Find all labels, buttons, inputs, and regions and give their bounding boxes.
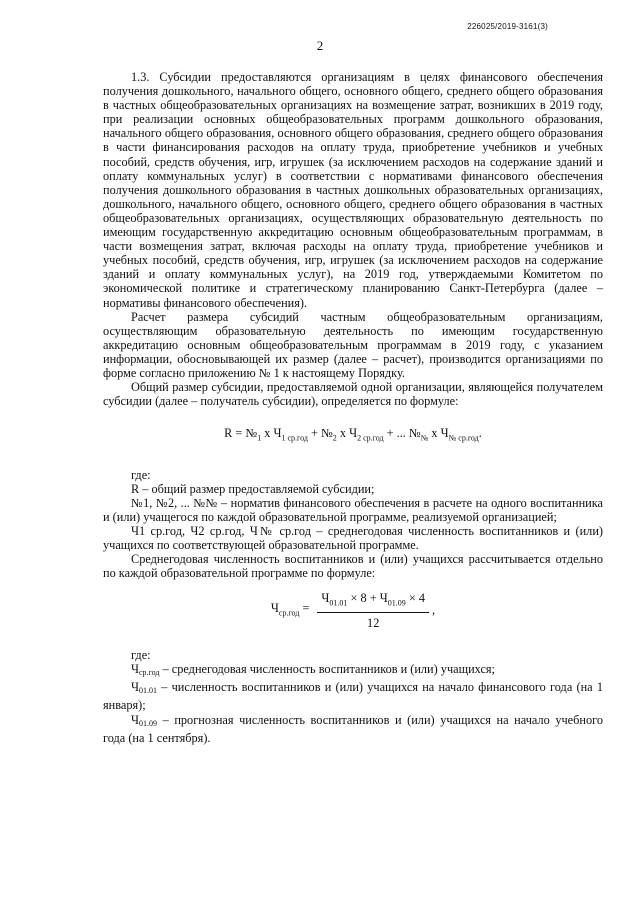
paragraph-total-size: Общий размер субсидии, предоставляемой одной организации, являющейся получателем субсидии (далее – получатель субсидии), определяется по формуле: (103, 380, 603, 409)
average-count-formula: $Ч_{ср.год}$ = $\frac{Ч_{01.01} \times 8 + Ч_{01.09} \times 4}{12}$ , (270, 590, 436, 631)
definition-ch-0101: $Ч_{01.01}$ – численность воспитанников и (или) учащихся на начало финансового года (на 1 января); (103, 680, 603, 713)
formula-numerator: $Ч_{01.01} \times 8 + Ч_{01.09} \times 4$ (317, 591, 429, 614)
page-number: 2 (316, 38, 324, 53)
definition-ch-0109: $Ч_{01.09}$ – прогнозная численность воспитанников и (или) учащихся на начало учебного года (на 1 сентября). (103, 712, 603, 745)
document-id: 226025/2019-3161(3) (467, 22, 548, 31)
definition-r: R – общий размер предоставляемой субсидии; (131, 481, 375, 496)
paragraph-calculation: Расчет размера субсидий частным общеобразовательным организациям, осуществляющим образовательную деятельность по имеющим государственную аккредитацию основным общеобразовательным программам в 2019 году, с указанием информации, обосновывающей их размер (далее – расчет), производится организациями по форме согласно приложению № 1 к настоящему Порядку. (103, 309, 603, 380)
subsidy-formula: $R = №_1$ x $Ч_{1 ср.год}$ + $№_2$ x $Ч_{2 ср.год}$ + ... $№_№$ x $Ч_{№ ср.год}$. (224, 426, 482, 443)
document-body (103, 70, 603, 745)
formula-denominator: 12 (367, 616, 380, 631)
definition-average-count: Ч1 ср.год, Ч2 ср.год, Ч№ ср.год – среднегодовая численность воспитанников и (или) учащихся по соответствующей образовательной программе. (103, 524, 603, 553)
definition-ch-avg: $Ч_{ср.год}$ – среднегодовая численность воспитанников и (или) учащихся; (131, 662, 495, 678)
paragraph-1-3: 1.3. Субсидии предоставляются организациям в целях финансового обеспечения получения дошкольного, начального общего, основного общего, среднего общего образования в частных общеобразовательных организациях на возмещение затрат, возникших в 2019 году, при реализации основных общеобразовательных программ дошкольного образования, начального общего образования, основного общего образования, среднего общего образования в части финансирования расходов на оплату труда, приобретение учебников и учебных пособий, средств обучения, игр, игрушек (за исключением расходов на содержание зданий и оплату коммунальных услуг) в соответствии с нормативами финансового обеспечения получения дошкольного образования в частных дошкольных образовательных организациях, дошкольного, начального общего, основного общего, среднего общего образования в частных общеобразовательных организациях, осуществляющих образовательную деятельность по имеющим государственную аккредитацию основным общеобразовательным программам, в части возмещения затрат, включая расходы на оплату труда, приобретение учебников и учебных пособий, средств обучения, игр, игрушек (за исключением расходов на содержание зданий и оплату коммунальных услуг), на 2019 год, утверждаемыми Комитетом по экономической политике и стратегическому планированию Санкт-Петербурга (далее – нормативы финансового обеспечения). (103, 70, 603, 310)
definition-norm: №1, №2, ... №№ – норматив финансового обеспечения в расчете на одного воспитанника и (или) учащегося по каждой образовательной программе, реализуемой организацией; (103, 495, 603, 525)
where-label-2: где: (131, 648, 151, 663)
where-label: где: (131, 467, 151, 482)
paragraph-average-count: Среднегодовая численность воспитанников и (или) учащихся рассчитывается отдельно по каждой образовательной программе по формуле: (103, 552, 603, 581)
